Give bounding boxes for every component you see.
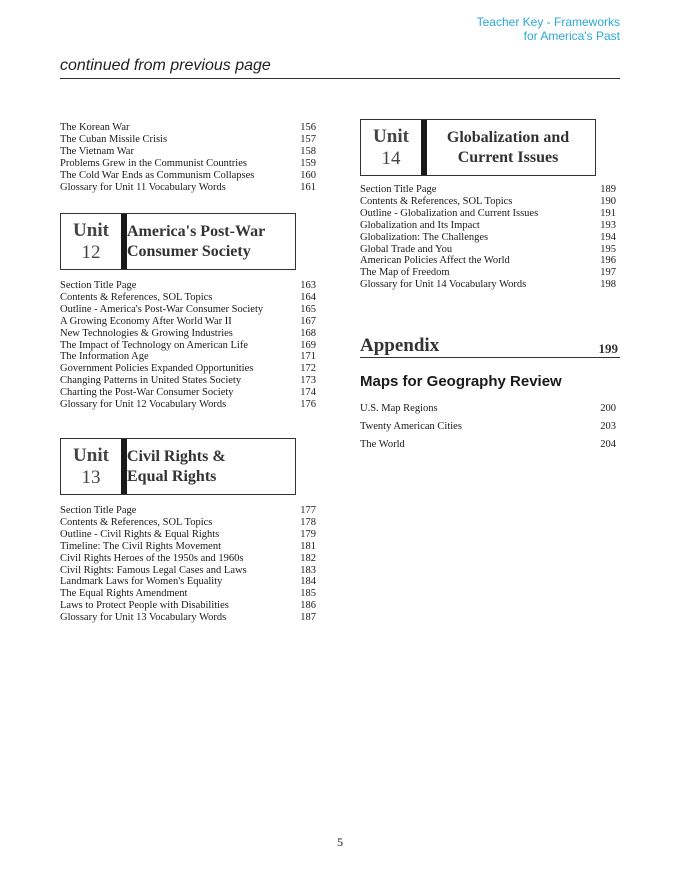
unit-12-header — [60, 213, 296, 270]
toc-entry-title: Glossary for Unit 14 Vocabulary Words — [360, 279, 527, 291]
toc-entry — [60, 529, 316, 541]
toc-entry-title: The Equal Rights Amendment — [60, 588, 188, 600]
toc-entry-title: Outline - America's Post-War Consumer Society — [60, 303, 264, 315]
toc-entry-title: The Korean War — [60, 122, 130, 133]
toc-entry-page: 171 — [300, 351, 316, 363]
unit-word: Unit — [73, 444, 109, 466]
toc-entry-page: 173 — [300, 375, 316, 387]
toc-entry — [60, 399, 316, 411]
toc-entry-page: 203 — [600, 421, 616, 432]
toc-entry — [360, 220, 616, 232]
unit-14-toc-list — [360, 184, 616, 291]
unit-14-title — [427, 120, 589, 175]
toc-entry — [60, 304, 316, 316]
toc-entry-title: Glossary for Unit 13 Vocabulary Words — [60, 612, 227, 624]
toc-entry-page: 167 — [300, 315, 316, 327]
toc-entry-title: A Growing Economy After World War II — [60, 315, 232, 327]
toc-entry-title: Contents & References, SOL Topics — [60, 291, 213, 303]
toc-entry — [60, 146, 316, 158]
toc-entry-page: 169 — [300, 339, 316, 351]
toc-entry — [60, 553, 316, 565]
toc-entry-page: 198 — [600, 279, 616, 291]
toc-entry — [360, 184, 616, 196]
toc-entry — [360, 255, 616, 267]
unit-title-line: Civil Rights & — [127, 447, 226, 465]
toc-entry-page: 184 — [300, 576, 316, 588]
toc-entry-title: Landmark Laws for Women's Equality — [60, 576, 223, 588]
toc-entry — [60, 363, 316, 375]
unit-title-line: Consumer Society — [127, 242, 251, 260]
toc-entry-title: The Information Age — [60, 351, 149, 363]
toc-entry — [360, 208, 616, 220]
toc-entry — [60, 612, 316, 624]
brand-line-1: Teacher Key - Frameworks — [476, 15, 620, 29]
toc-entry-title: Timeline: The Civil Rights Movement — [60, 540, 222, 552]
toc-entry-page: 165 — [300, 303, 316, 315]
toc-entry-title: Civil Rights: Famous Legal Cases and Laws — [60, 564, 247, 576]
toc-entry-page: 193 — [600, 219, 616, 231]
toc-entry-page: 191 — [600, 207, 616, 219]
unit-word: Unit — [73, 219, 109, 241]
toc-entry-page: 189 — [600, 184, 616, 195]
toc-entry — [360, 244, 616, 256]
toc-entry-page: 160 — [300, 169, 316, 181]
toc-entry — [60, 588, 316, 600]
toc-entry-page: 204 — [600, 439, 616, 450]
toc-entry-page: 197 — [600, 267, 616, 279]
unit-12-label — [61, 214, 127, 269]
toc-entry — [360, 402, 616, 420]
maps-toc-list — [360, 402, 616, 456]
toc-entry-title: Contents & References, SOL Topics — [60, 516, 213, 528]
toc-entry-page: 182 — [300, 552, 316, 564]
toc-entry — [60, 505, 316, 517]
toc-entry — [60, 565, 316, 577]
toc-entry-title: Changing Patterns in United States Society — [60, 375, 242, 387]
toc-entry-page: 200 — [600, 403, 616, 414]
toc-entry — [60, 316, 316, 328]
toc-entry-title: Government Policies Expanded Opportunities — [60, 363, 254, 375]
toc-entry-title: U.S. Map Regions — [360, 403, 438, 414]
appendix-title: Appendix — [360, 335, 440, 356]
toc-entry-title: The Map of Freedom — [360, 267, 450, 279]
toc-entry — [60, 134, 316, 146]
toc-entry-title: Glossary for Unit 11 Vocabulary Words — [60, 181, 226, 193]
toc-entry-title: Globalization: The Challenges — [360, 231, 489, 243]
toc-entry-page: 187 — [300, 612, 316, 624]
toc-entry-title: The Cold War Ends as Communism Collapses — [60, 169, 255, 181]
unit-title-line: Equal Rights — [127, 467, 217, 485]
toc-entry-page: 186 — [300, 600, 316, 612]
toc-entry — [60, 600, 316, 612]
unit-word: Unit — [373, 125, 409, 147]
toc-entry-page: 179 — [300, 528, 316, 540]
toc-entry — [360, 420, 616, 438]
maps-subtitle: Maps for Geography Review — [360, 373, 562, 390]
toc-entry — [60, 375, 316, 387]
toc-entry — [60, 158, 316, 170]
toc-entry-page: 176 — [300, 399, 316, 411]
toc-entry-page: 168 — [300, 327, 316, 339]
toc-entry — [60, 517, 316, 529]
toc-entry — [60, 387, 316, 399]
toc-entry — [60, 170, 316, 182]
toc-entry-page: 185 — [300, 588, 316, 600]
unit-14-label — [361, 120, 427, 175]
unit-13-title — [127, 439, 289, 494]
toc-entry-title: Outline - Civil Rights & Equal Rights — [60, 528, 220, 540]
toc-entry — [60, 280, 316, 292]
toc-entry-page: 190 — [600, 195, 616, 207]
toc-entry-title: Problems Grew in the Communist Countries — [60, 157, 247, 169]
unit-11-toc-list — [60, 122, 316, 193]
toc-entry-title: Twenty American Cities — [360, 421, 462, 432]
toc-entry-page: 163 — [300, 280, 316, 291]
toc-entry-page: 177 — [300, 505, 316, 516]
toc-entry — [360, 279, 616, 291]
toc-entry-title: New Technologies & Growing Industries — [60, 327, 233, 339]
toc-entry — [60, 122, 316, 134]
unit-title-line: Current Issues — [457, 148, 559, 166]
toc-entry — [60, 292, 316, 304]
toc-entry-page: 159 — [300, 157, 316, 169]
header-rule — [60, 78, 620, 79]
toc-entry-title: Civil Rights Heroes of the 1950s and 1960s — [60, 552, 244, 564]
toc-entry-title: The Impact of Technology on American Life — [60, 339, 249, 351]
toc-entry — [60, 576, 316, 588]
toc-entry — [360, 438, 616, 456]
unit-number: 12 — [81, 241, 101, 263]
toc-entry — [60, 182, 316, 194]
brand-line-2: for America's Past — [523, 29, 620, 43]
toc-entry-title: The Vietnam War — [60, 145, 134, 157]
unit-number: 14 — [381, 147, 401, 169]
unit-13-toc-list — [60, 505, 316, 624]
toc-entry-page: 194 — [600, 231, 616, 243]
toc-entry — [60, 328, 316, 340]
toc-entry-title: Laws to Protect People with Disabilities — [60, 600, 229, 612]
toc-entry-page: 174 — [300, 387, 316, 399]
toc-entry-page: 196 — [600, 255, 616, 267]
toc-entry-page: 195 — [600, 243, 616, 255]
toc-entry-page: 161 — [300, 181, 316, 193]
toc-entry-page: 164 — [300, 291, 316, 303]
toc-entry — [60, 351, 316, 363]
toc-entry-title: Outline - Globalization and Current Issues — [360, 207, 539, 219]
unit-number: 13 — [81, 466, 101, 488]
unit-12-toc-list — [60, 280, 316, 411]
toc-entry-page: 181 — [300, 540, 316, 552]
unit-13-label — [61, 439, 127, 494]
toc-entry-title: Glossary for Unit 12 Vocabulary Words — [60, 399, 227, 411]
toc-entry-title: Global Trade and You — [360, 243, 453, 255]
toc-entry — [360, 232, 616, 244]
toc-entry — [360, 196, 616, 208]
toc-entry-title: The Cuban Missile Crisis — [60, 133, 168, 145]
toc-entry — [60, 541, 316, 553]
appendix-page: 199 — [598, 341, 618, 356]
continued-heading: continued from previous page — [60, 57, 271, 74]
toc-entry-page: 157 — [300, 133, 316, 145]
toc-entry-title: Globalization and Its Impact — [360, 219, 480, 231]
toc-entry-page: 172 — [300, 363, 316, 375]
toc-entry — [60, 340, 316, 352]
toc-entry-title: Section Title Page — [360, 184, 437, 195]
toc-entry-title: American Policies Affect the World — [360, 255, 510, 267]
page-number: 5 — [337, 835, 343, 849]
toc-entry-page: 178 — [300, 516, 316, 528]
toc-entry-page: 183 — [300, 564, 316, 576]
toc-entry-title: Section Title Page — [60, 280, 137, 291]
toc-entry-title: Charting the Post-War Consumer Society — [60, 387, 234, 399]
unit-14-header — [360, 119, 596, 176]
appendix-heading — [360, 337, 620, 358]
publication-brand — [320, 15, 620, 43]
toc-entry-page: 158 — [300, 145, 316, 157]
toc-entry-title: Section Title Page — [60, 505, 137, 516]
unit-title-line: Globalization and — [446, 128, 570, 146]
toc-entry-title: Contents & References, SOL Topics — [360, 195, 513, 207]
unit-13-header — [60, 438, 296, 495]
unit-12-title — [127, 214, 289, 269]
toc-entry — [360, 267, 616, 279]
unit-title-line: America's Post-War — [127, 222, 266, 240]
toc-entry-page: 156 — [300, 122, 316, 133]
toc-entry-title: The World — [360, 439, 405, 450]
